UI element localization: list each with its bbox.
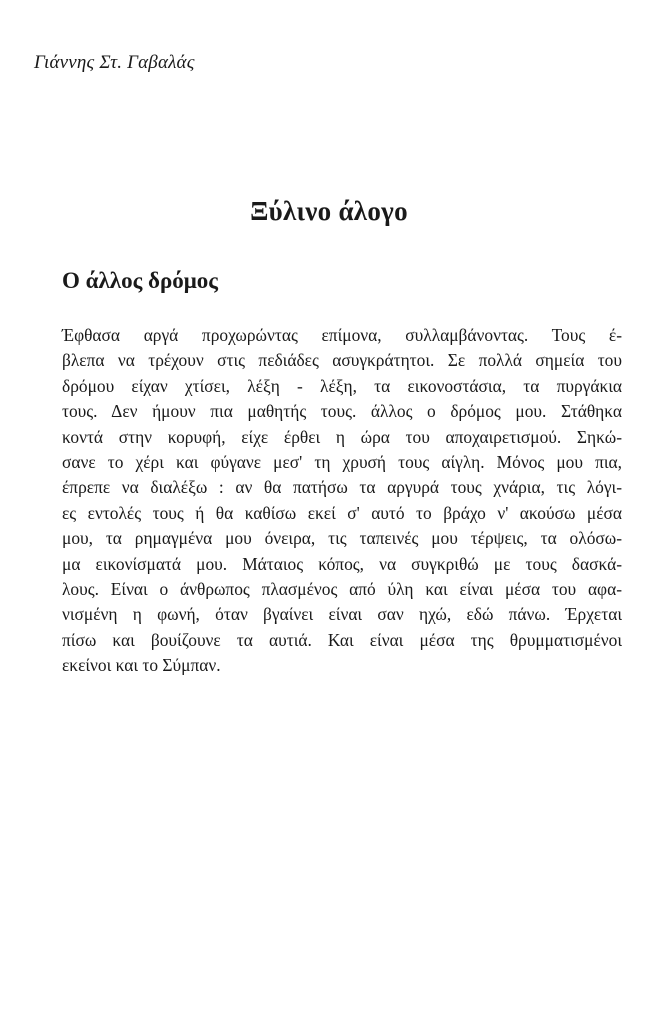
body-line: σανε το χέρι και φύγανε μεσ' τη χρυσή τους αίγλη. Μόνος μου πια, — [62, 451, 622, 472]
body-line: βλεπα να τρέχουν στις πεδιάδες ασυγκράτητοι. Σε πολλά σημεία του — [62, 350, 622, 371]
body-line: ες εντολές τους ή θα καθίσω εκεί σ' αυτό το βράχο ν' ακούσω μέσα — [62, 502, 622, 523]
body-line: μα εικονίσματά μου. Μάταιος κόπος, να συγκριθώ με τους δασκά- — [62, 553, 622, 574]
body-line: πίσω και βουίζουνε τα αυτιά. Και είναι μέσα της θρυμματισμένοι — [62, 629, 622, 650]
body-line: εκείνοι και το Σύμπαν. — [62, 655, 221, 676]
chapter-title: Ξύλινο άλογο — [250, 196, 408, 226]
body-line: Έφθασα αργά προχωρώντας επίμονα, συλλαμβάνοντας. Τους έ- — [62, 325, 622, 345]
body-line: λους. Είναι ο άνθρωπος πλασμένος από ύλη και είναι μέσα του αφα- — [62, 578, 622, 599]
body-line: νισμένη η φωνή, όταν βγαίνει είναι σαν ηχώ, εδώ πάνω. Έρχεται — [62, 604, 622, 625]
body-line: δρόμου είχαν χτίσει, λέξη - λέξη, τα εικονοστάσια, τα πυργάκια — [62, 375, 622, 396]
body-line: κοντά στην κορυφή, είχε έρθει η ώρα του αποχαιρετισμού. Σηκώ- — [62, 426, 622, 447]
body-line: έπρεπε να διαλέξω : αν θα πατήσω τα αργυρά τους χνάρια, τις λόγι- — [62, 477, 622, 498]
body-line: τους. Δεν ήμουν πια μαθητής τους. άλλος ο δρόμος μου. Στάθηκα — [62, 401, 622, 422]
body-line: μου, τα ρημαγμένα μου όνειρα, τις ταπεινές μου τέρψεις, τα ολόσω- — [62, 528, 622, 549]
section-title: Ο άλλος δρόμος — [62, 268, 219, 293]
running-header-author: Γιάννης Στ. Γαβαλάς — [34, 52, 195, 73]
body-paragraph — [62, 323, 622, 678]
